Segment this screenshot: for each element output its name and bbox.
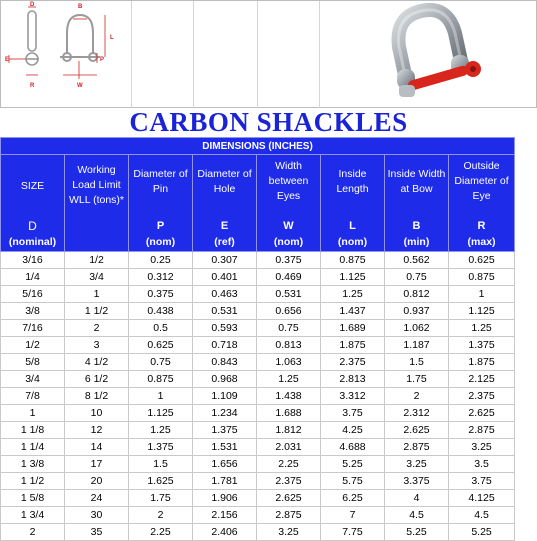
table-row	[1, 422, 515, 439]
table-cell: 1.234	[193, 405, 257, 422]
table-cell: 1 3/8	[1, 456, 65, 473]
table-cell: 5.25	[321, 456, 385, 473]
column-symbol: L	[349, 220, 356, 232]
table-row	[1, 439, 515, 456]
table-cell: 1.25	[129, 422, 193, 439]
table-cell: 1.375	[129, 439, 193, 456]
column-header	[1, 155, 65, 252]
table-cell: 1.125	[449, 303, 515, 320]
table-row	[1, 269, 515, 286]
table-cell: 2	[1, 524, 65, 541]
table-cell: 5/16	[1, 286, 65, 303]
table-cell: 1 1/4	[1, 439, 65, 456]
table-cell: 1	[1, 405, 65, 422]
table-cell: 0.312	[129, 269, 193, 286]
table-cell: 1.25	[257, 371, 321, 388]
table-cell: 1.875	[449, 354, 515, 371]
table-cell: 1	[449, 286, 515, 303]
table-cell: 1.25	[449, 320, 515, 337]
table-cell: 2	[65, 320, 129, 337]
table-cell: 1.75	[385, 371, 449, 388]
table-cell: 3/4	[1, 371, 65, 388]
table-cell: 1.875	[321, 337, 385, 354]
column-unit: (ref)	[214, 236, 235, 248]
table-cell: 2.25	[129, 524, 193, 541]
column-header	[257, 155, 321, 252]
table-cell: 0.625	[129, 337, 193, 354]
table-cell: 2.125	[449, 371, 515, 388]
column-label: Inside Width at Bow	[387, 168, 446, 195]
table-cell: 2.375	[257, 473, 321, 490]
table-cell: 0.718	[193, 337, 257, 354]
table-cell: 2.875	[257, 507, 321, 524]
table-cell: 2.031	[257, 439, 321, 456]
column-symbol	[65, 215, 128, 235]
column-symbol: W	[283, 220, 294, 232]
table-cell: 3.312	[321, 388, 385, 405]
table-cell: 2.625	[385, 422, 449, 439]
table-cell: 0.75	[385, 269, 449, 286]
table-cell: 1.75	[129, 490, 193, 507]
table-cell: 2.625	[257, 490, 321, 507]
image-strip	[0, 0, 537, 108]
column-symbol: R	[477, 220, 486, 232]
table-cell: 1/4	[1, 269, 65, 286]
table-cell: 1.125	[129, 405, 193, 422]
column-header	[321, 155, 385, 252]
carbon-shackle-photo	[377, 3, 489, 107]
diagram-label-r: R	[30, 83, 35, 89]
dimensions-table-wrapper	[0, 137, 514, 541]
table-cell: 2	[129, 507, 193, 524]
table-cell: 1.625	[129, 473, 193, 490]
table-cell: 3.75	[449, 473, 515, 490]
table-cell: 3.25	[449, 439, 515, 456]
table-cell: 3.25	[385, 456, 449, 473]
table-cell: 4.5	[449, 507, 515, 524]
table-cell: 1.375	[449, 337, 515, 354]
table-cell: 0.75	[257, 320, 321, 337]
column-symbol: B	[412, 220, 421, 232]
table-cell: 1.5	[385, 354, 449, 371]
table-cell: 1	[129, 388, 193, 405]
table-cell: 5.25	[385, 524, 449, 541]
table-cell: 1 1/8	[1, 422, 65, 439]
table-cell: 4 1/2	[65, 354, 129, 371]
table-cell: 2	[385, 388, 449, 405]
table-cell: 4	[385, 490, 449, 507]
shackle-dimensions-table	[0, 137, 515, 541]
table-cell: 20	[65, 473, 129, 490]
table-cell: 1 3/4	[1, 507, 65, 524]
table-cell: 5.25	[449, 524, 515, 541]
table-cell: 0.875	[449, 269, 515, 286]
table-row	[1, 303, 515, 320]
column-header-row	[1, 155, 515, 252]
table-cell: 0.531	[257, 286, 321, 303]
table-row	[1, 320, 515, 337]
table-cell: 3.5	[449, 456, 515, 473]
table-cell: 14	[65, 439, 129, 456]
table-cell: 1.781	[193, 473, 257, 490]
table-cell: 6 1/2	[65, 371, 129, 388]
diagram-label-l: L	[110, 35, 114, 41]
column-unit: (nom)	[145, 236, 176, 248]
column-label: Diameter of Hole	[197, 168, 252, 195]
column-unit: (min)	[403, 236, 430, 248]
table-cell: 8 1/2	[65, 388, 129, 405]
table-cell: 0.438	[129, 303, 193, 320]
column-header	[193, 155, 257, 252]
diagram-label-p: P	[100, 57, 105, 63]
table-cell: 30	[65, 507, 129, 524]
table-cell: 0.75	[129, 354, 193, 371]
table-cell: 5.75	[321, 473, 385, 490]
table-cell: 6.25	[321, 490, 385, 507]
column-header	[385, 155, 449, 252]
column-header	[129, 155, 193, 252]
table-cell: 17	[65, 456, 129, 473]
table-cell: 2.375	[449, 388, 515, 405]
table-cell: 4.125	[449, 490, 515, 507]
table-cell: 1.062	[385, 320, 449, 337]
column-header	[449, 155, 515, 252]
table-cell: 0.375	[257, 252, 321, 269]
table-cell: 1.438	[257, 388, 321, 405]
table-cell: 0.25	[129, 252, 193, 269]
table-row	[1, 388, 515, 405]
table-cell: 0.843	[193, 354, 257, 371]
table-cell: 2.875	[385, 439, 449, 456]
diagram-label-d: D	[30, 2, 35, 8]
column-header	[65, 155, 129, 252]
table-cell: 0.562	[385, 252, 449, 269]
table-cell: 3/16	[1, 252, 65, 269]
table-cell: 2.625	[449, 405, 515, 422]
table-row	[1, 337, 515, 354]
table-cell: 0.875	[321, 252, 385, 269]
table-cell: 0.812	[385, 286, 449, 303]
table-cell: 1.437	[321, 303, 385, 320]
column-label: SIZE	[20, 180, 45, 192]
table-row	[1, 456, 515, 473]
table-cell: 7/16	[1, 320, 65, 337]
column-symbol: E	[220, 220, 229, 232]
column-label: Outside Diameter of Eye	[454, 160, 509, 202]
page-title: CARBON SHACKLES	[129, 107, 408, 137]
table-cell: 1.689	[321, 320, 385, 337]
table-cell: 1 1/2	[65, 303, 129, 320]
column-unit: (max)	[467, 236, 496, 248]
dimensions-header-row	[1, 138, 515, 155]
table-cell: 24	[65, 490, 129, 507]
column-unit: (nom)	[337, 236, 368, 248]
table-cell: 4.25	[321, 422, 385, 439]
table-cell: 1.375	[193, 422, 257, 439]
table-row	[1, 354, 515, 371]
table-cell: 0.593	[193, 320, 257, 337]
table-row	[1, 473, 515, 490]
column-label: Working Load Limit WLL (tons)*	[68, 164, 125, 206]
page-title-row	[0, 108, 537, 137]
table-cell: 1.5	[129, 456, 193, 473]
table-cell: 1 1/2	[1, 473, 65, 490]
table-cell: 7	[321, 507, 385, 524]
table-cell: 1 5/8	[1, 490, 65, 507]
table-cell: 0.968	[193, 371, 257, 388]
shackle-dimension-diagram	[1, 1, 131, 109]
table-cell: 1/2	[1, 337, 65, 354]
table-cell: 4.5	[385, 507, 449, 524]
column-label: Diameter of Pin	[133, 168, 188, 195]
table-cell: 1.812	[257, 422, 321, 439]
dimensions-label: DIMENSIONS (INCHES)	[1, 138, 515, 155]
column-unit: (nominal)	[8, 236, 57, 248]
table-cell: 2.875	[449, 422, 515, 439]
table-cell: 4.688	[321, 439, 385, 456]
table-cell: 7/8	[1, 388, 65, 405]
table-row	[1, 507, 515, 524]
table-cell: 0.401	[193, 269, 257, 286]
table-cell: 0.937	[385, 303, 449, 320]
table-cell: 1	[65, 286, 129, 303]
table-cell: 0.375	[129, 286, 193, 303]
table-cell: 3/8	[1, 303, 65, 320]
table-row	[1, 286, 515, 303]
table-row	[1, 524, 515, 541]
table-cell: 7.75	[321, 524, 385, 541]
table-cell: 3	[65, 337, 129, 354]
table-cell: 3.25	[257, 524, 321, 541]
table-cell: 0.5	[129, 320, 193, 337]
table-cell: 0.813	[257, 337, 321, 354]
column-symbol: D	[28, 219, 37, 233]
table-cell: 1.906	[193, 490, 257, 507]
table-cell: 2.406	[193, 524, 257, 541]
table-cell: 1.656	[193, 456, 257, 473]
diagram-label-w: W	[77, 83, 83, 89]
table-cell: 2.25	[257, 456, 321, 473]
table-cell: 3.75	[321, 405, 385, 422]
table-cell: 35	[65, 524, 129, 541]
table-cell: 2.813	[321, 371, 385, 388]
diagram-label-e: E	[5, 57, 10, 63]
table-cell: 1.125	[321, 269, 385, 286]
table-row	[1, 252, 515, 269]
table-cell: 1/2	[65, 252, 129, 269]
column-unit	[65, 235, 128, 251]
table-cell: 1.187	[385, 337, 449, 354]
table-row	[1, 371, 515, 388]
table-cell: 0.463	[193, 286, 257, 303]
table-cell: 0.625	[449, 252, 515, 269]
table-cell: 0.469	[257, 269, 321, 286]
column-unit: (nom)	[273, 236, 304, 248]
table-row	[1, 405, 515, 422]
table-cell: 0.875	[129, 371, 193, 388]
table-cell: 2.312	[385, 405, 449, 422]
column-label: Inside Length	[336, 168, 369, 195]
table-cell: 2.375	[321, 354, 385, 371]
table-row	[1, 490, 515, 507]
table-cell: 2.156	[193, 507, 257, 524]
table-cell: 0.656	[257, 303, 321, 320]
diagram-label-b: B	[78, 4, 83, 10]
table-body	[1, 252, 515, 541]
table-cell: 3.375	[385, 473, 449, 490]
table-cell: 10	[65, 405, 129, 422]
table-cell: 1.109	[193, 388, 257, 405]
table-cell: 5/8	[1, 354, 65, 371]
column-label: Width between Eyes	[268, 160, 309, 202]
table-cell: 1.063	[257, 354, 321, 371]
table-cell: 1.688	[257, 405, 321, 422]
table-cell: 1.531	[193, 439, 257, 456]
table-cell: 12	[65, 422, 129, 439]
table-cell: 3/4	[65, 269, 129, 286]
table-cell: 0.307	[193, 252, 257, 269]
table-cell: 1.25	[321, 286, 385, 303]
table-cell: 0.531	[193, 303, 257, 320]
column-symbol: P	[156, 220, 165, 232]
